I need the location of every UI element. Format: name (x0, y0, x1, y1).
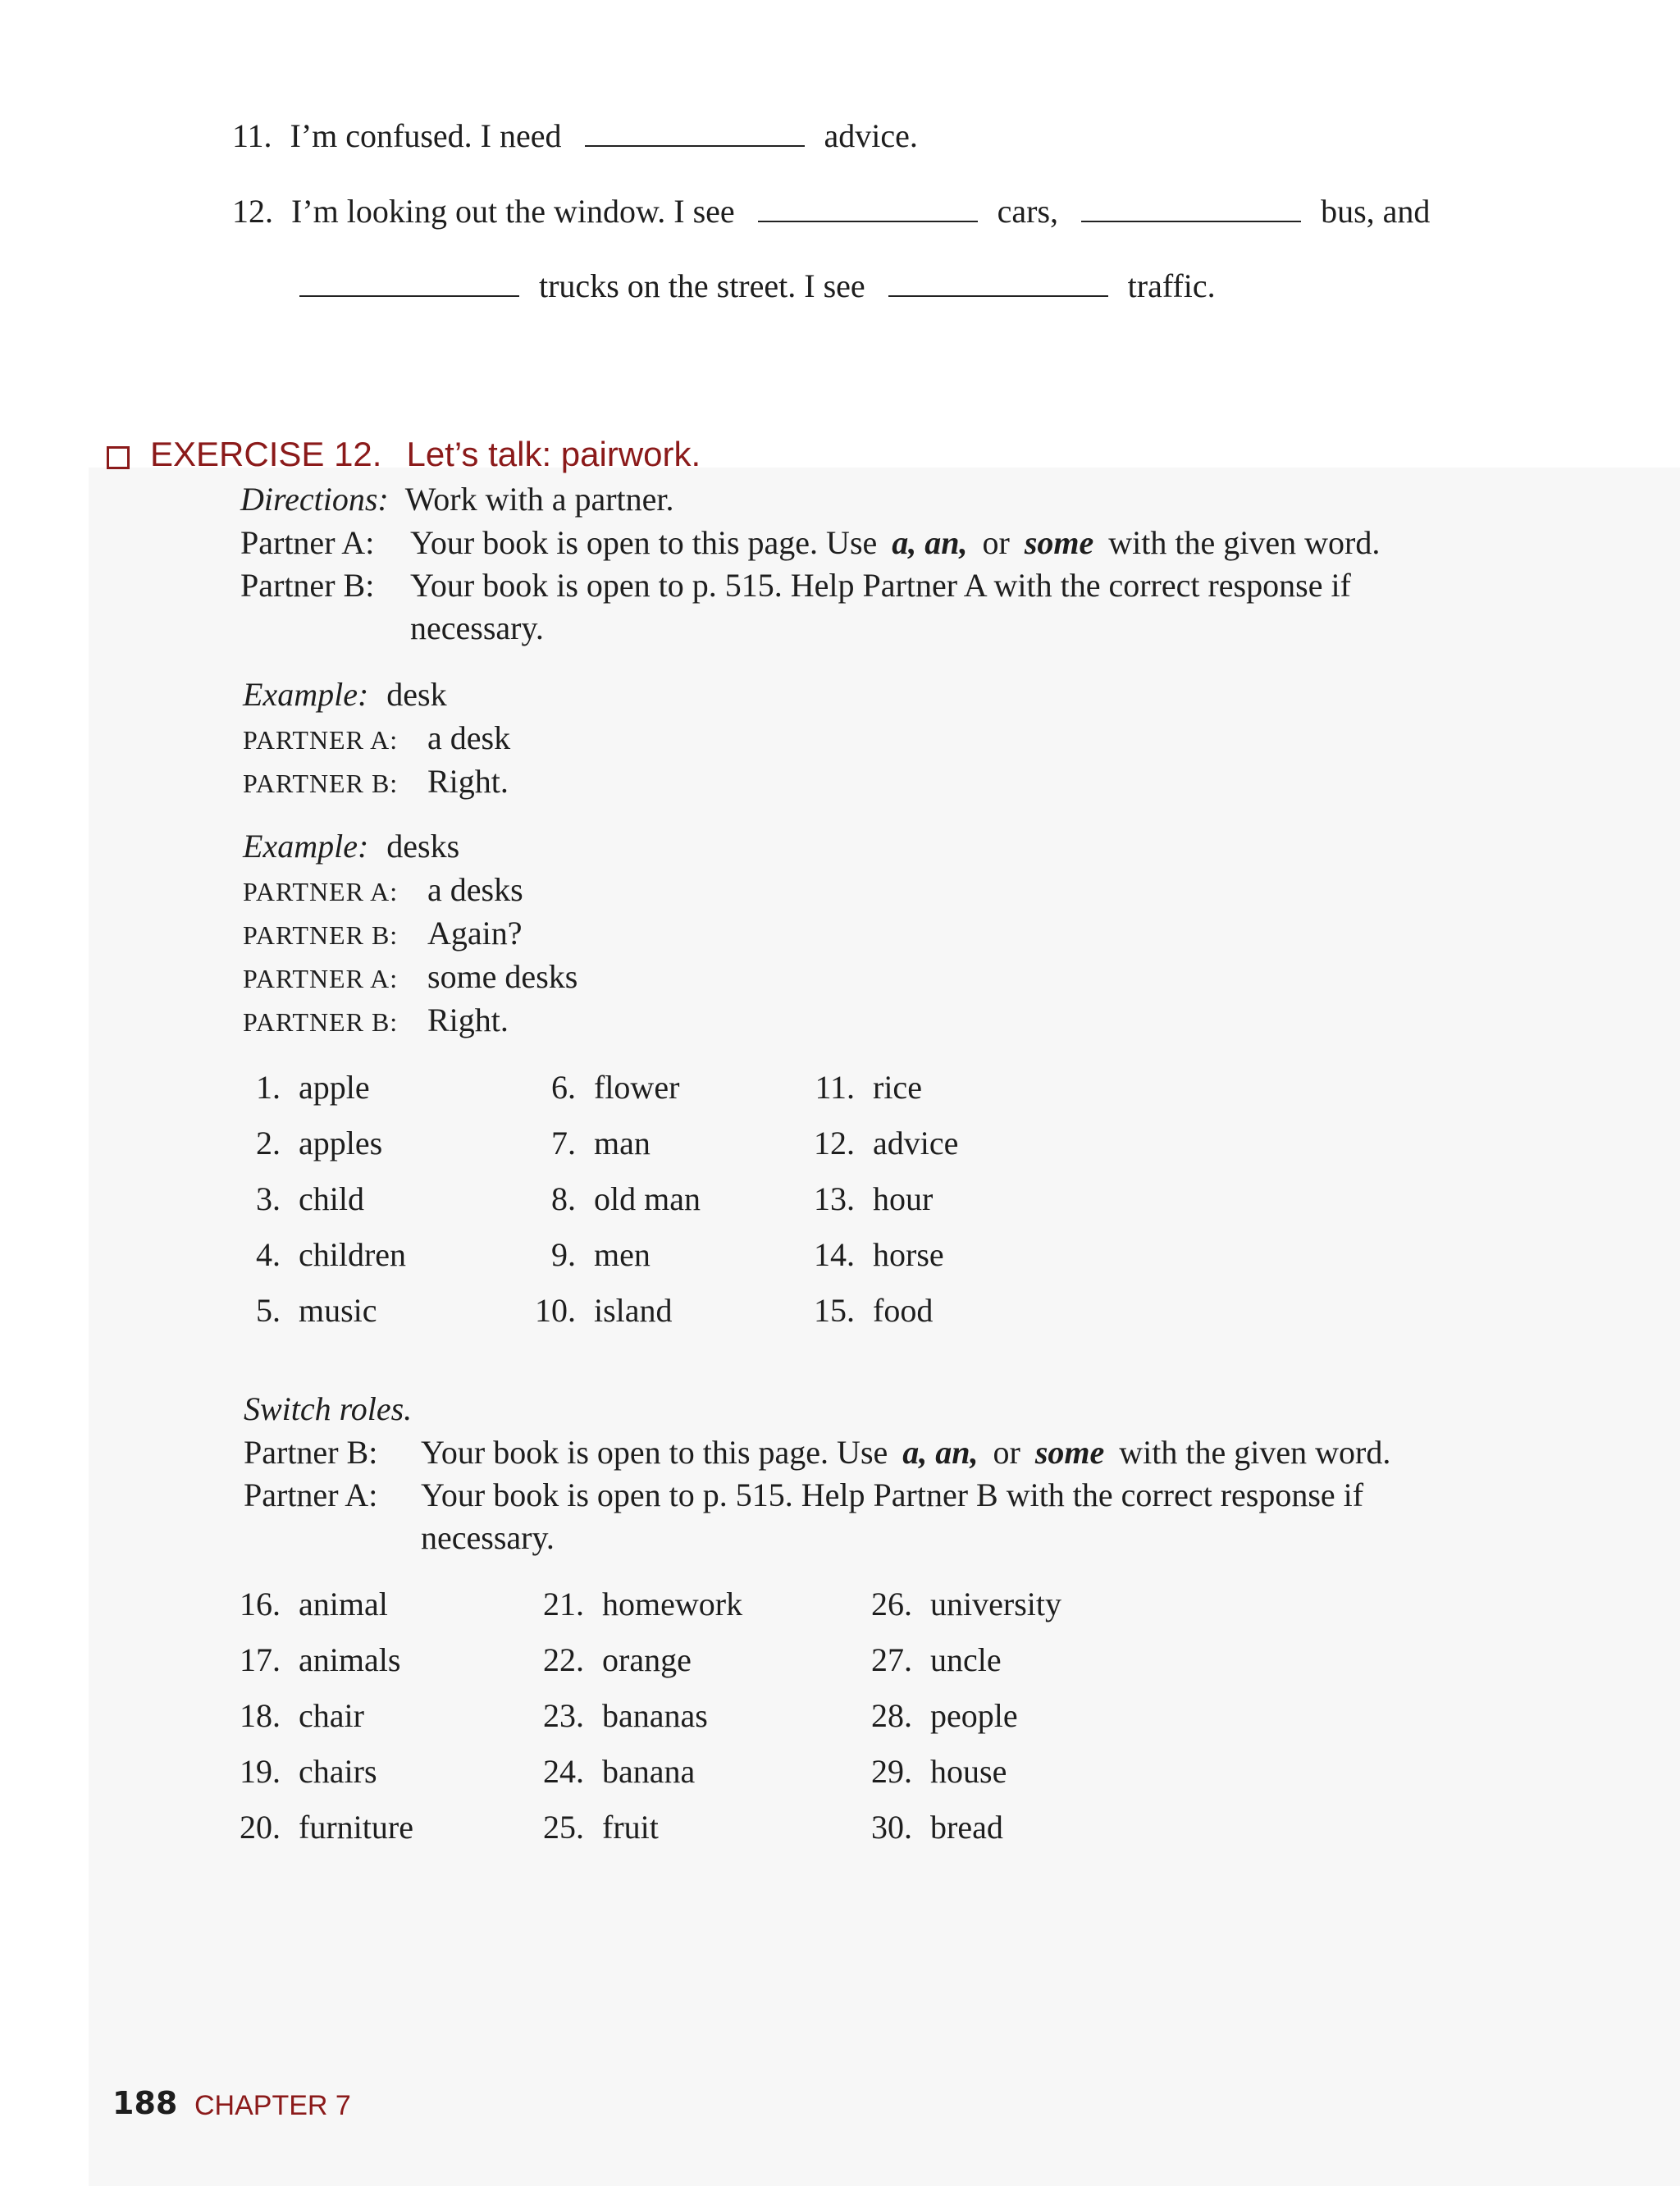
item-word: university (930, 1586, 1061, 1622)
item-number: 23. (543, 1697, 584, 1734)
item-word: rice (873, 1069, 922, 1106)
item-word: apples (299, 1125, 383, 1161)
switch-partner-b-instruction (244, 1433, 1391, 1472)
instruction-text: necessary. (410, 609, 544, 646)
item-number: 2. (256, 1125, 281, 1161)
item-number: 10. (535, 1292, 576, 1329)
keyword: some (1024, 524, 1094, 561)
partner-label: Partner B: (240, 567, 375, 604)
answer-blank[interactable] (299, 271, 519, 297)
item-number: 14. (814, 1236, 855, 1273)
example-response: a desk (427, 719, 511, 756)
item-word: banana (602, 1753, 696, 1790)
item-number: 21. (543, 1586, 584, 1622)
item-word: people (930, 1697, 1018, 1734)
instruction-text: Your book is open to this page. Use (421, 1434, 888, 1471)
list-item (861, 1696, 1018, 1735)
item-number: 1. (256, 1069, 281, 1106)
list-item (861, 1585, 1061, 1623)
speaker-label: PARTNER A: (243, 964, 399, 993)
example-response: Right. (427, 1002, 509, 1038)
list-item (533, 1585, 742, 1623)
example-label: Example: (243, 828, 369, 865)
item-number: 25. (543, 1809, 584, 1846)
item-number: 16. (240, 1586, 281, 1622)
example-word: desks (386, 828, 460, 865)
partner-label: Partner B: (244, 1434, 378, 1471)
item-number: 4. (256, 1236, 281, 1273)
partner-b-instruction (240, 566, 1351, 646)
list-item (230, 1752, 377, 1791)
list-item (525, 1068, 679, 1107)
partner-label: Partner A: (240, 524, 375, 561)
list-item (804, 1235, 944, 1274)
speaker-label: PARTNER A: (243, 877, 399, 906)
item-number: 7. (551, 1125, 576, 1161)
item-number: 22. (543, 1641, 584, 1678)
answer-blank[interactable] (888, 271, 1108, 297)
keyword: a, an, (902, 1434, 979, 1471)
example-line (243, 1001, 509, 1039)
list-item (230, 1180, 364, 1218)
list-item (533, 1752, 695, 1791)
item-number: 12. (814, 1125, 855, 1161)
question-11 (232, 116, 918, 155)
item-word: music (299, 1292, 377, 1329)
instruction-text: Your book is open to p. 515. Help Partner B with the correct response if (421, 1476, 1364, 1513)
example-response: Right. (427, 763, 509, 800)
item-number: 26. (871, 1586, 912, 1622)
example-response: a desks (427, 871, 523, 908)
item-word: uncle (930, 1641, 1002, 1678)
item-word: child (299, 1180, 364, 1217)
item-number: 20. (240, 1809, 281, 1846)
exercise-checkbox[interactable] (107, 446, 130, 469)
question-12-line-2 (299, 267, 1216, 305)
example-line (243, 719, 511, 757)
item-word: men (594, 1236, 651, 1273)
item-word: fruit (602, 1809, 659, 1846)
item-number: 30. (871, 1809, 912, 1846)
list-item (533, 1808, 659, 1846)
switch-roles-label: Switch roles. (244, 1390, 413, 1427)
item-word: horse (873, 1236, 944, 1273)
list-item (533, 1696, 708, 1735)
speaker-label: PARTNER A: (243, 725, 399, 755)
item-word: house (930, 1753, 1007, 1790)
example-line (243, 762, 509, 801)
item-number: 28. (871, 1697, 912, 1734)
item-word: hour (873, 1180, 934, 1217)
item-word: chair (299, 1697, 364, 1734)
answer-blank[interactable] (758, 196, 978, 222)
item-word: furniture (299, 1809, 413, 1846)
question-text: trucks on the street. I see (539, 267, 865, 304)
list-item (525, 1291, 673, 1330)
item-word: animal (299, 1586, 388, 1622)
item-word: man (594, 1125, 651, 1161)
keyword: a, an, (892, 524, 968, 561)
exercise-number: EXERCISE 12. (150, 435, 382, 473)
example-line (243, 957, 578, 996)
answer-blank[interactable] (585, 121, 805, 147)
item-number: 15. (814, 1292, 855, 1329)
directions-text: Work with a partner. (404, 481, 674, 518)
speaker-label: PARTNER B: (243, 920, 399, 950)
item-number: 17. (240, 1641, 281, 1678)
instruction-text: Your book is open to p. 515. Help Partner A with the correct response if (410, 567, 1351, 604)
question-number: 12. (232, 193, 273, 230)
question-text: I’m confused. I need (290, 117, 562, 154)
partner-a-instruction (240, 523, 1381, 562)
chapter-label: CHAPTER 7 (194, 2090, 351, 2121)
speaker-label: PARTNER B: (243, 1007, 399, 1037)
item-word: island (594, 1292, 673, 1329)
question-12-line-1 (232, 192, 1430, 230)
item-word: chairs (299, 1753, 377, 1790)
item-word: apple (299, 1069, 370, 1106)
instruction-text: with the given word. (1119, 1434, 1391, 1471)
question-text: bus, and (1321, 193, 1431, 230)
instruction-text: with the given word. (1108, 524, 1381, 561)
item-number: 19. (240, 1753, 281, 1790)
item-number: 18. (240, 1697, 281, 1734)
list-item (861, 1752, 1007, 1791)
example-response: Again? (427, 915, 523, 952)
speaker-label: PARTNER B: (243, 769, 399, 798)
item-number: 11. (815, 1069, 855, 1106)
partner-label: Partner A: (244, 1476, 378, 1513)
page-number: 188 (112, 2085, 178, 2121)
item-number: 24. (543, 1753, 584, 1790)
item-word: flower (594, 1069, 680, 1106)
instruction-text: Your book is open to this page. Use (410, 524, 878, 561)
instruction-text: or (982, 524, 1010, 561)
list-item (230, 1808, 413, 1846)
list-item (804, 1291, 933, 1330)
example-word: desk (386, 676, 447, 713)
question-number: 11. (232, 117, 272, 154)
item-word: homework (602, 1586, 743, 1622)
item-word: food (873, 1292, 934, 1329)
example-line (243, 870, 523, 909)
example-response: some desks (427, 958, 578, 995)
item-word: bread (930, 1809, 1003, 1846)
list-item (525, 1124, 651, 1162)
list-item (804, 1068, 922, 1107)
list-item (525, 1235, 651, 1274)
item-number: 8. (551, 1180, 576, 1217)
answer-blank[interactable] (1081, 196, 1301, 222)
list-item (804, 1180, 933, 1218)
instruction-text: or (993, 1434, 1020, 1471)
instruction-text: necessary. (421, 1519, 555, 1556)
list-item (804, 1124, 958, 1162)
list-item (533, 1641, 692, 1679)
list-item (230, 1124, 382, 1162)
list-item (230, 1641, 400, 1679)
directions-label: Directions: (240, 481, 389, 518)
list-item (230, 1235, 406, 1274)
keyword: some (1034, 1434, 1105, 1471)
switch-partner-a-instruction (244, 1476, 1364, 1556)
question-text: traffic. (1127, 267, 1216, 304)
item-number: 9. (551, 1236, 576, 1273)
exercise-heading: Let’s talk: pairwork. (406, 435, 701, 473)
item-word: advice (873, 1125, 959, 1161)
item-word: old man (594, 1180, 701, 1217)
item-number: 3. (256, 1180, 281, 1217)
item-word: bananas (602, 1697, 708, 1734)
item-number: 6. (551, 1069, 576, 1106)
question-text: advice. (824, 117, 918, 154)
example-line (243, 914, 523, 952)
example-1-header (243, 675, 447, 714)
item-number: 27. (871, 1641, 912, 1678)
item-number: 29. (871, 1753, 912, 1790)
example-label: Example: (243, 676, 369, 713)
list-item (230, 1696, 364, 1735)
item-word: children (299, 1236, 407, 1273)
list-item (525, 1180, 701, 1218)
item-number: 13. (814, 1180, 855, 1217)
item-number: 5. (256, 1292, 281, 1329)
directions (240, 480, 674, 518)
question-text: cars, (997, 193, 1059, 230)
list-item (230, 1291, 377, 1330)
item-word: orange (602, 1641, 692, 1678)
list-item (230, 1068, 370, 1107)
example-2-header (243, 827, 459, 865)
question-text: I’m looking out the window. I see (291, 193, 735, 230)
list-item (230, 1585, 388, 1623)
item-word: animals (299, 1641, 401, 1678)
exercise-title (150, 435, 701, 474)
list-item (861, 1808, 1003, 1846)
list-item (861, 1641, 1002, 1679)
